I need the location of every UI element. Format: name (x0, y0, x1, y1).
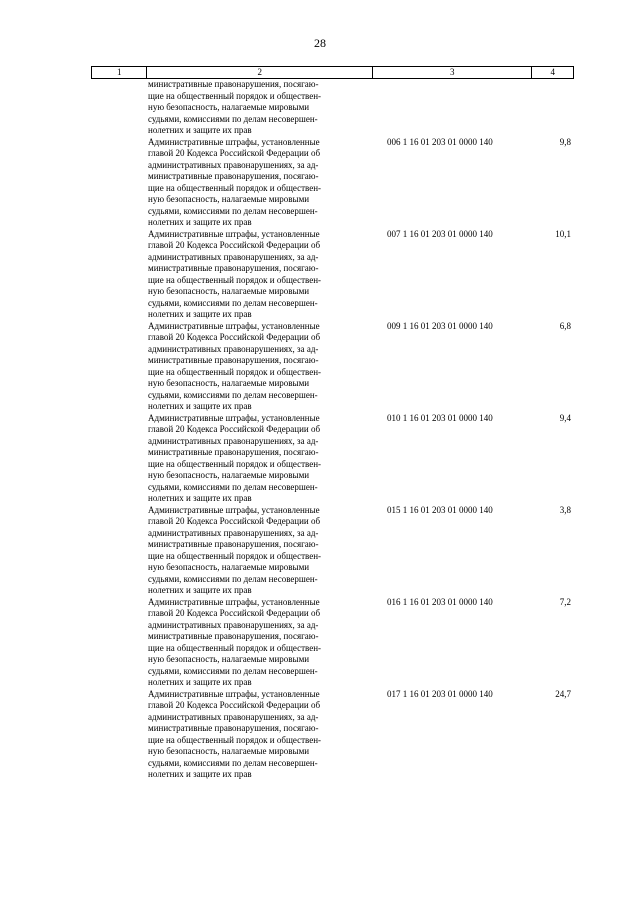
row-description (146, 597, 373, 689)
text-line: Административные штрафы, установленные (148, 320, 320, 331)
text-line: судьями, комиссиями по делам несовершен- (148, 297, 318, 308)
text-line: министративные правонарушения, посягаю- (148, 539, 319, 549)
text-line: ную безопасность, налагаемые мировыми (148, 746, 310, 756)
text-line: министративные правонарушения, посягаю- (148, 263, 319, 273)
text-line: административных правонарушениях, за ад- (148, 711, 319, 722)
continuation-row (91, 79, 574, 137)
row-code: 007 1 16 01 203 01 0000 140 (387, 228, 493, 239)
text-line: ную безопасность, налагаемые мировыми (148, 378, 310, 388)
text-line: административных правонарушениях, за ад- (148, 527, 319, 538)
text-line: нолетних и защите их прав (148, 493, 252, 503)
text-line: главой 20 Кодекса Российской Федерации об (148, 240, 321, 250)
text-line: судьями, комиссиями по делам несовершен- (148, 573, 318, 584)
text-line: щие на общественный порядок и обществен- (148, 366, 322, 377)
text-line: главой 20 Кодекса Российской Федерации об (148, 700, 321, 710)
table-row (91, 505, 574, 597)
text-line: ную безопасность, налагаемые мировыми (148, 654, 310, 664)
text-line: административных правонарушениях, за ад- (148, 159, 319, 170)
text-line: нолетних и защите их прав (148, 309, 252, 319)
page-number: 28 (314, 36, 326, 50)
row-value: 9,8 (559, 136, 571, 147)
text-line: административных правонарушениях, за ад- (148, 435, 319, 446)
text-line: главой 20 Кодекса Российской Федерации об (148, 516, 321, 526)
text-line: нолетних и защите их прав (148, 769, 252, 779)
text-line: ную безопасность, налагаемые мировыми (148, 562, 310, 572)
row-value: 24,7 (555, 688, 571, 699)
text-line: нолетних и защите их прав (148, 125, 252, 135)
header-col-2: 2 (146, 67, 372, 78)
text-line: щие на общественный порядок и обществен- (148, 458, 322, 469)
text-line: Административные штрафы, установленные (148, 596, 320, 607)
table-row (91, 229, 574, 321)
text-line: административных правонарушениях, за ад- (148, 251, 319, 262)
row-value: 7,2 (559, 596, 571, 607)
text-line: нолетних и защите их прав (148, 677, 252, 687)
text-line: ную безопасность, налагаемые мировыми (148, 286, 310, 296)
row-value: 6,8 (559, 320, 571, 331)
row-description (146, 137, 373, 229)
text-line: судьями, комиссиями по делам несовершен- (148, 389, 318, 400)
row-code: 017 1 16 01 203 01 0000 140 (387, 688, 493, 699)
text-line: судьями, комиссиями по делам несовершен- (148, 481, 318, 492)
table-row (91, 689, 574, 781)
row-description (146, 689, 373, 781)
text-line: министративные правонарушения, посягаю- (148, 723, 319, 733)
text-line: щие на общественный порядок и обществен- (148, 90, 322, 101)
text-line: Административные штрафы, установленные (148, 412, 320, 423)
row-description (146, 413, 373, 505)
text-line: Административные штрафы, установленные (148, 688, 320, 699)
row-code: 006 1 16 01 203 01 0000 140 (387, 136, 493, 147)
text-line: щие на общественный порядок и обществен- (148, 642, 322, 653)
text-line: ную безопасность, налагаемые мировыми (148, 194, 310, 204)
text-line: ную безопасность, налагаемые мировыми (148, 102, 310, 112)
text-line: нолетних и защите их прав (148, 401, 252, 411)
text-line: министративные правонарушения, посягаю- (148, 171, 319, 181)
text-line: министративные правонарушения, посягаю- (148, 79, 319, 89)
row-description (146, 321, 373, 413)
text-line: нолетних и защите их прав (148, 585, 252, 595)
text-line: министративные правонарушения, посягаю- (148, 447, 319, 457)
table-row (91, 597, 574, 689)
text-line: судьями, комиссиями по делам несовершен- (148, 665, 318, 676)
text-line: главой 20 Кодекса Российской Федерации об (148, 608, 321, 618)
row-description (146, 229, 373, 321)
header-col-1: 1 (91, 67, 146, 78)
header-col-3: 3 (372, 67, 531, 78)
text-line: главой 20 Кодекса Российской Федерации об (148, 148, 321, 158)
text-line: Административные штрафы, установленные (148, 504, 320, 515)
text-line: щие на общественный порядок и обществен- (148, 734, 322, 745)
text-line: министративные правонарушения, посягаю- (148, 355, 319, 365)
text-line: министративные правонарушения, посягаю- (148, 631, 319, 641)
text-line: главой 20 Кодекса Российской Федерации об (148, 332, 321, 342)
text-line: главой 20 Кодекса Российской Федерации об (148, 424, 321, 434)
row-value: 3,8 (559, 504, 571, 515)
text-line: судьями, комиссиями по делам несовершен- (148, 113, 318, 124)
continuation-text (146, 79, 373, 137)
table-header (91, 67, 574, 79)
text-line: административных правонарушениях, за ад- (148, 343, 319, 354)
text-line: административных правонарушениях, за ад- (148, 619, 319, 630)
text-line: судьями, комиссиями по делам несовершен- (148, 757, 318, 768)
budget-table (91, 66, 574, 781)
row-code: 015 1 16 01 203 01 0000 140 (387, 504, 493, 515)
row-value: 9,4 (559, 412, 571, 423)
text-line: Административные штрафы, установленные (148, 228, 320, 239)
row-code: 016 1 16 01 203 01 0000 140 (387, 596, 493, 607)
table-row (91, 321, 574, 413)
table-row (91, 137, 574, 229)
row-code: 009 1 16 01 203 01 0000 140 (387, 320, 493, 331)
text-line: щие на общественный порядок и обществен- (148, 550, 322, 561)
header-col-4: 4 (531, 67, 574, 78)
row-code: 010 1 16 01 203 01 0000 140 (387, 412, 493, 423)
text-line: нолетних и защите их прав (148, 217, 252, 227)
text-line: судьями, комиссиями по делам несовершен- (148, 205, 318, 216)
row-description (146, 505, 373, 597)
text-line: щие на общественный порядок и обществен- (148, 274, 322, 285)
text-line: ную безопасность, налагаемые мировыми (148, 470, 310, 480)
row-value: 10,1 (555, 228, 571, 239)
table-row (91, 413, 574, 505)
text-line: щие на общественный порядок и обществен- (148, 182, 322, 193)
text-line: Административные штрафы, установленные (148, 136, 320, 147)
